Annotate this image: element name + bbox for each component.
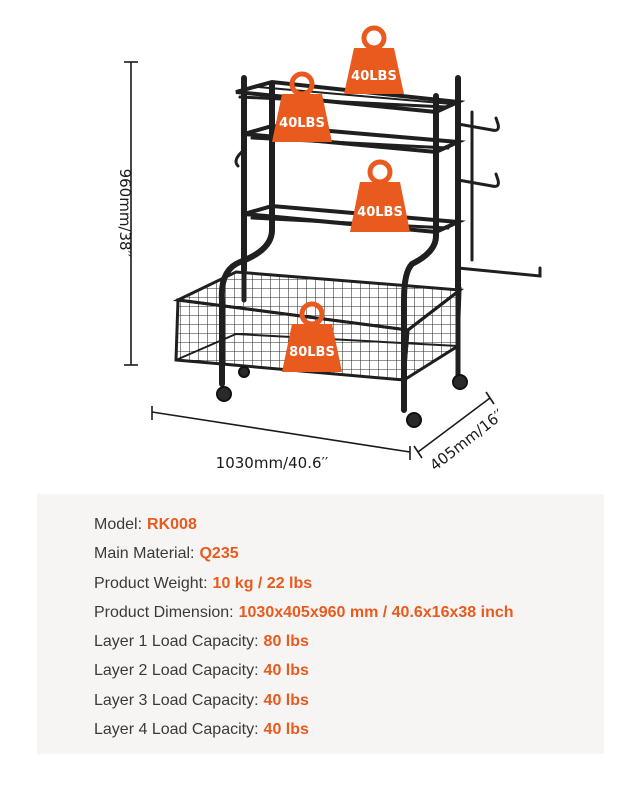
svg-text:40LBS: 40LBS <box>279 116 325 131</box>
spec-label: Layer 1 Load Capacity: <box>94 633 259 651</box>
spec-value: 40 lbs <box>263 721 309 739</box>
spec-row <box>94 715 604 744</box>
spec-row <box>94 539 604 568</box>
height-dimension <box>116 62 138 365</box>
spec-row <box>94 598 604 627</box>
spec-label: Model: <box>94 516 143 533</box>
spec-label: Product Weight: <box>94 574 208 592</box>
spec-value: 1030x405x960 mm / 40.6x16x38 inch <box>238 603 514 621</box>
depth-dimension <box>414 392 508 474</box>
weight-tag-middle <box>350 162 410 232</box>
spec-row <box>94 627 604 656</box>
spec-row <box>94 656 604 685</box>
spec-value: Q235 <box>199 545 239 563</box>
spec-label: Main Material: <box>94 545 195 563</box>
height-label: 960mm/38′′ <box>116 168 134 258</box>
spec-value: 40 lbs <box>263 662 309 680</box>
width-label: 1030mm/40.6′′ <box>215 454 329 472</box>
spec-value: 80 lbs <box>263 633 309 651</box>
depth-label: 405mm/16′′ <box>426 405 508 475</box>
spec-row <box>94 686 604 715</box>
svg-text:80LBS: 80LBS <box>289 345 335 360</box>
spec-label: Layer 3 Load Capacity: <box>94 691 259 709</box>
weight-tag-top-back <box>344 28 404 94</box>
spec-label: Layer 4 Load Capacity: <box>94 721 259 739</box>
spec-label: Product Dimension: <box>94 603 234 621</box>
svg-text:40LBS: 40LBS <box>357 205 403 220</box>
spec-value: 40 lbs <box>263 691 309 709</box>
spec-card <box>37 494 604 754</box>
svg-text:40LBS: 40LBS <box>351 69 397 84</box>
spec-value: 10 kg / 22 lbs <box>212 574 313 592</box>
spec-row <box>94 510 604 539</box>
spec-row <box>94 569 604 598</box>
spec-value: RK008 <box>147 516 197 533</box>
spec-label: Layer 2 Load Capacity: <box>94 662 259 680</box>
width-dimension <box>152 406 410 472</box>
